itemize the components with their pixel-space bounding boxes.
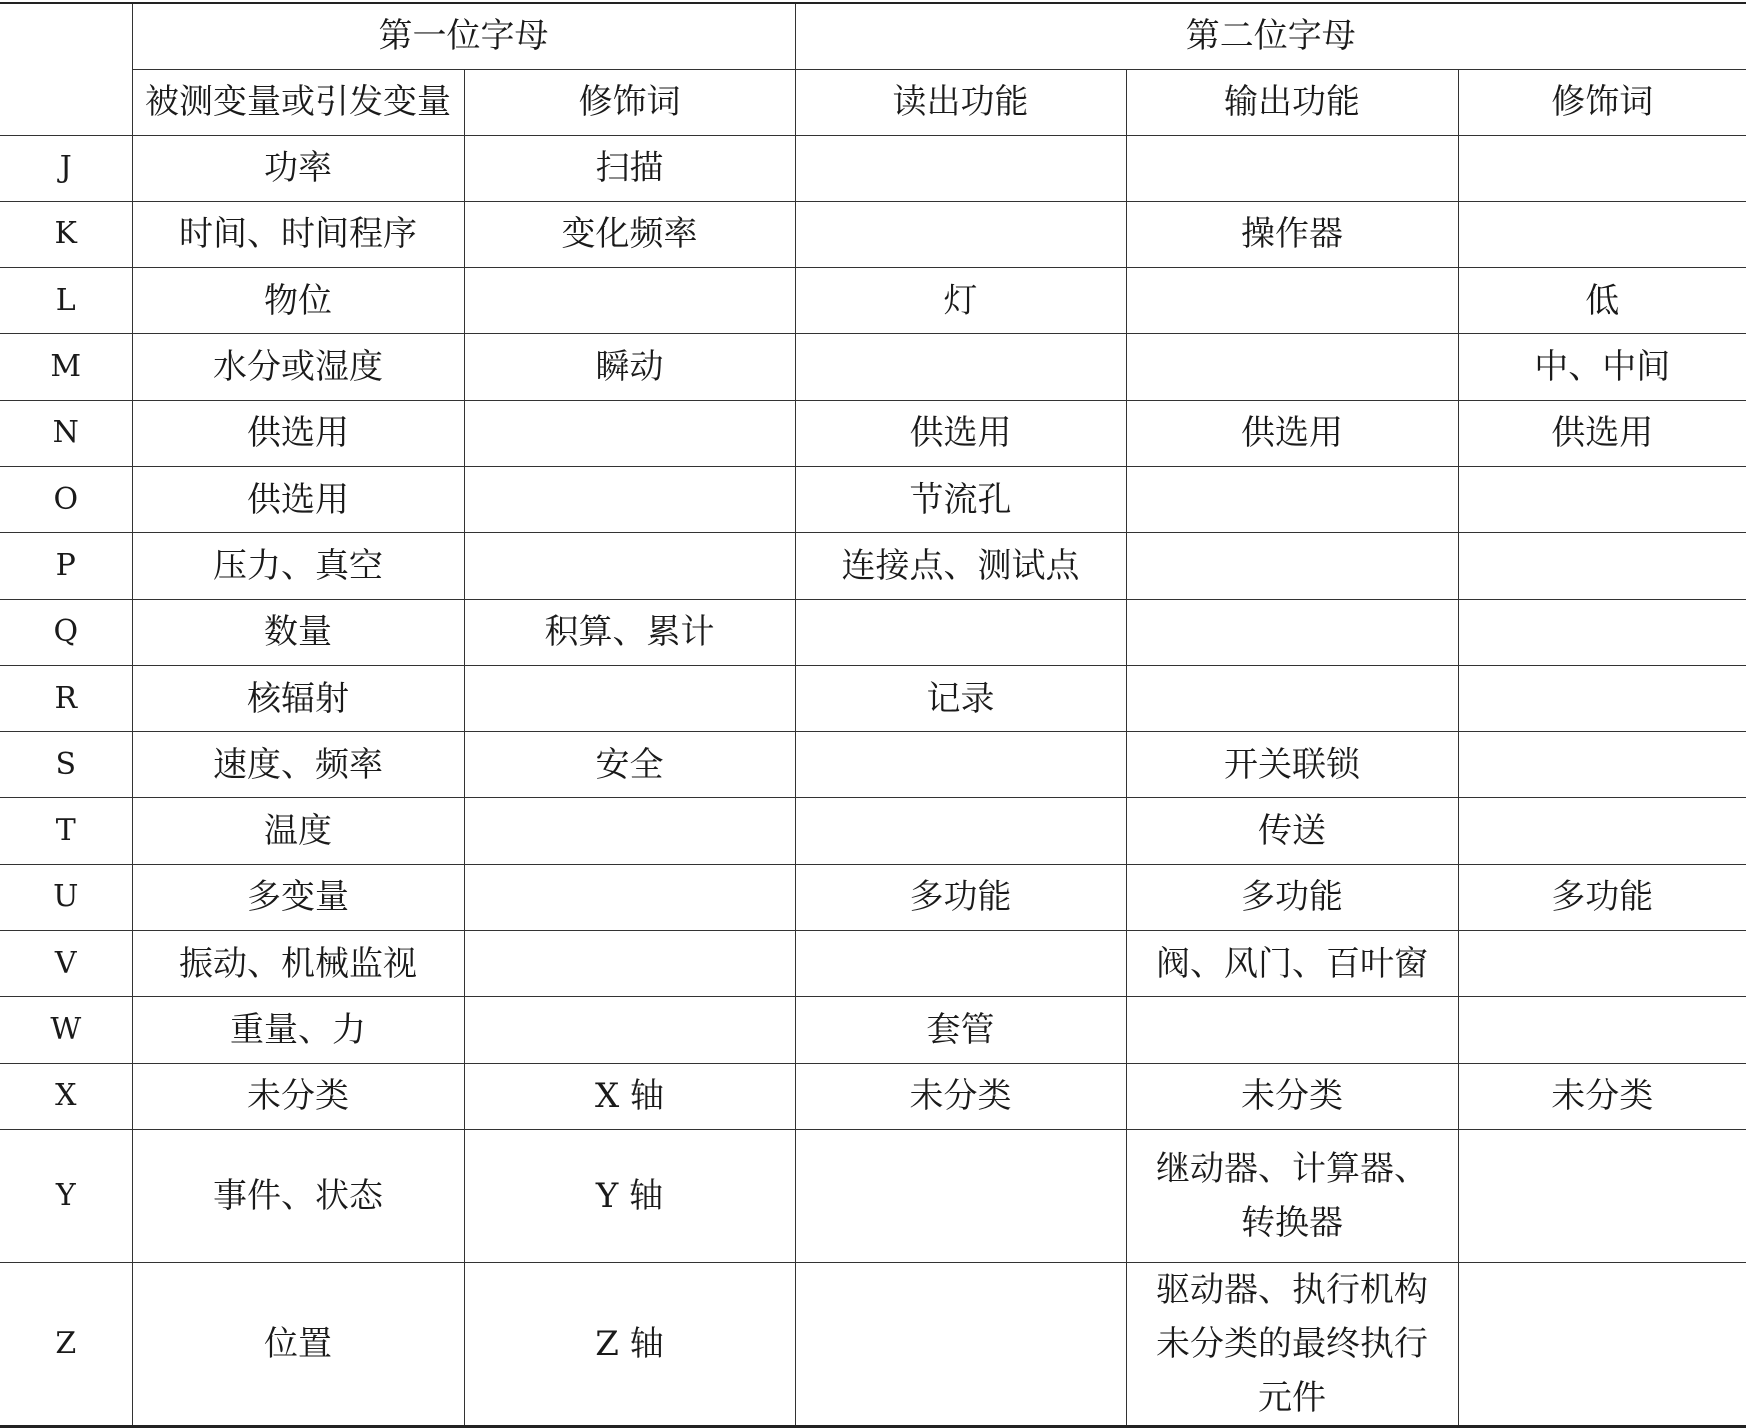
- table-row: [0, 400, 1746, 466]
- measured-variable-cell: 时间、时间程序: [132, 201, 464, 267]
- modifier-2-cell: 中、中间: [1458, 334, 1746, 400]
- row-letter-cell: X: [0, 1063, 132, 1129]
- table-row: [0, 135, 1746, 201]
- corner-cell: [0, 3, 132, 135]
- output-cell: 继动器、计算器、转换器: [1126, 1129, 1458, 1262]
- modifier-1-cell: 积算、累计: [464, 599, 795, 665]
- table-row: [0, 864, 1746, 930]
- measured-variable-cell: 水分或湿度: [132, 334, 464, 400]
- table-row: [0, 1262, 1746, 1426]
- readout-cell: [795, 599, 1126, 665]
- modifier-2-cell: 供选用: [1458, 400, 1746, 466]
- table-row: [0, 1129, 1746, 1262]
- readout-cell: [795, 732, 1126, 798]
- readout-cell: [795, 1262, 1126, 1426]
- readout-cell: 记录: [795, 665, 1126, 731]
- row-letter-cell: P: [0, 533, 132, 599]
- modifier-2-cell: [1458, 997, 1746, 1063]
- output-cell: 多功能: [1126, 864, 1458, 930]
- table-row: [0, 732, 1746, 798]
- table-row: [0, 466, 1746, 532]
- readout-cell: 节流孔: [795, 466, 1126, 532]
- modifier-1-cell: [464, 798, 795, 864]
- row-letter-cell: V: [0, 931, 132, 997]
- output-cell: 未分类: [1126, 1063, 1458, 1129]
- table-body: [0, 135, 1746, 1426]
- modifier-1-cell: Y 轴: [464, 1129, 795, 1262]
- modifier-2-cell: [1458, 599, 1746, 665]
- output-cell: 阀、风门、百叶窗: [1126, 931, 1458, 997]
- row-letter-cell: T: [0, 798, 132, 864]
- modifier-1-cell: [464, 533, 795, 599]
- row-letter-cell: Y: [0, 1129, 132, 1262]
- row-letter-cell: K: [0, 201, 132, 267]
- modifier-1-cell: [464, 864, 795, 930]
- modifier-1-cell: [464, 931, 795, 997]
- modifier-2-cell: 多功能: [1458, 864, 1746, 930]
- column-header-readout: 读出功能: [795, 69, 1126, 135]
- modifier-2-cell: [1458, 466, 1746, 532]
- readout-cell: 多功能: [795, 864, 1126, 930]
- output-cell: [1126, 997, 1458, 1063]
- modifier-1-cell: 扫描: [464, 135, 795, 201]
- row-letter-cell: M: [0, 334, 132, 400]
- readout-cell: [795, 798, 1126, 864]
- table-row: [0, 599, 1746, 665]
- readout-cell: [795, 931, 1126, 997]
- header-row-columns: [0, 69, 1746, 135]
- modifier-1-cell: 安全: [464, 732, 795, 798]
- modifier-1-cell: [464, 268, 795, 334]
- output-cell: [1126, 135, 1458, 201]
- measured-variable-cell: 重量、力: [132, 997, 464, 1063]
- output-cell: 操作器: [1126, 201, 1458, 267]
- modifier-1-cell: 瞬动: [464, 334, 795, 400]
- row-letter-cell: S: [0, 732, 132, 798]
- modifier-2-cell: 低: [1458, 268, 1746, 334]
- column-header-modifier-2: 修饰词: [1458, 69, 1746, 135]
- measured-variable-cell: 压力、真空: [132, 533, 464, 599]
- modifier-2-cell: [1458, 1129, 1746, 1262]
- row-letter-cell: Z: [0, 1262, 132, 1426]
- measured-variable-cell: 多变量: [132, 864, 464, 930]
- measured-variable-cell: 速度、频率: [132, 732, 464, 798]
- measured-variable-cell: 物位: [132, 268, 464, 334]
- table-row: [0, 201, 1746, 267]
- readout-cell: 灯: [795, 268, 1126, 334]
- modifier-2-cell: [1458, 732, 1746, 798]
- group-header-second-letter: 第二位字母: [795, 3, 1746, 69]
- measured-variable-cell: 振动、机械监视: [132, 931, 464, 997]
- readout-cell: [795, 201, 1126, 267]
- column-header-measured-variable: 被测变量或引发变量: [132, 69, 464, 135]
- column-header-output: 输出功能: [1126, 69, 1458, 135]
- table-row: [0, 268, 1746, 334]
- letter-code-table: [0, 2, 1746, 1428]
- column-header-modifier-1: 修饰词: [464, 69, 795, 135]
- measured-variable-cell: 温度: [132, 798, 464, 864]
- measured-variable-cell: 核辐射: [132, 665, 464, 731]
- measured-variable-cell: 功率: [132, 135, 464, 201]
- readout-cell: [795, 1129, 1126, 1262]
- output-cell: [1126, 665, 1458, 731]
- modifier-1-cell: [464, 665, 795, 731]
- output-cell: 驱动器、执行机构未分类的最终执行元件: [1126, 1262, 1458, 1426]
- table-row: [0, 798, 1746, 864]
- table-row: [0, 533, 1746, 599]
- output-cell: [1126, 334, 1458, 400]
- readout-cell: 连接点、测试点: [795, 533, 1126, 599]
- header-row-groups: [0, 3, 1746, 69]
- row-letter-cell: W: [0, 997, 132, 1063]
- modifier-2-cell: [1458, 665, 1746, 731]
- modifier-2-cell: [1458, 201, 1746, 267]
- output-cell: [1126, 268, 1458, 334]
- modifier-2-cell: [1458, 135, 1746, 201]
- row-letter-cell: J: [0, 135, 132, 201]
- modifier-1-cell: [464, 466, 795, 532]
- output-cell: [1126, 599, 1458, 665]
- measured-variable-cell: 供选用: [132, 400, 464, 466]
- group-header-first-letter: 第一位字母: [132, 3, 795, 69]
- readout-cell: 未分类: [795, 1063, 1126, 1129]
- readout-cell: 套管: [795, 997, 1126, 1063]
- measured-variable-cell: 位置: [132, 1262, 464, 1426]
- row-letter-cell: Q: [0, 599, 132, 665]
- readout-cell: 供选用: [795, 400, 1126, 466]
- output-cell: 开关联锁: [1126, 732, 1458, 798]
- row-letter-cell: L: [0, 268, 132, 334]
- modifier-2-cell: [1458, 931, 1746, 997]
- table-row: [0, 665, 1746, 731]
- modifier-2-cell: [1458, 533, 1746, 599]
- row-letter-cell: N: [0, 400, 132, 466]
- table-row: [0, 1063, 1746, 1129]
- modifier-1-cell: [464, 400, 795, 466]
- modifier-1-cell: Z 轴: [464, 1262, 795, 1426]
- measured-variable-cell: 供选用: [132, 466, 464, 532]
- modifier-1-cell: 变化频率: [464, 201, 795, 267]
- measured-variable-cell: 未分类: [132, 1063, 464, 1129]
- table-row: [0, 931, 1746, 997]
- output-cell: 传送: [1126, 798, 1458, 864]
- row-letter-cell: U: [0, 864, 132, 930]
- table-row: [0, 334, 1746, 400]
- readout-cell: [795, 135, 1126, 201]
- readout-cell: [795, 334, 1126, 400]
- measured-variable-cell: 数量: [132, 599, 464, 665]
- row-letter-cell: R: [0, 665, 132, 731]
- modifier-1-cell: X 轴: [464, 1063, 795, 1129]
- modifier-2-cell: 未分类: [1458, 1063, 1746, 1129]
- output-cell: [1126, 533, 1458, 599]
- modifier-2-cell: [1458, 798, 1746, 864]
- table-row: [0, 997, 1746, 1063]
- output-cell: 供选用: [1126, 400, 1458, 466]
- measured-variable-cell: 事件、状态: [132, 1129, 464, 1262]
- output-cell: [1126, 466, 1458, 532]
- modifier-1-cell: [464, 997, 795, 1063]
- modifier-2-cell: [1458, 1262, 1746, 1426]
- row-letter-cell: O: [0, 466, 132, 532]
